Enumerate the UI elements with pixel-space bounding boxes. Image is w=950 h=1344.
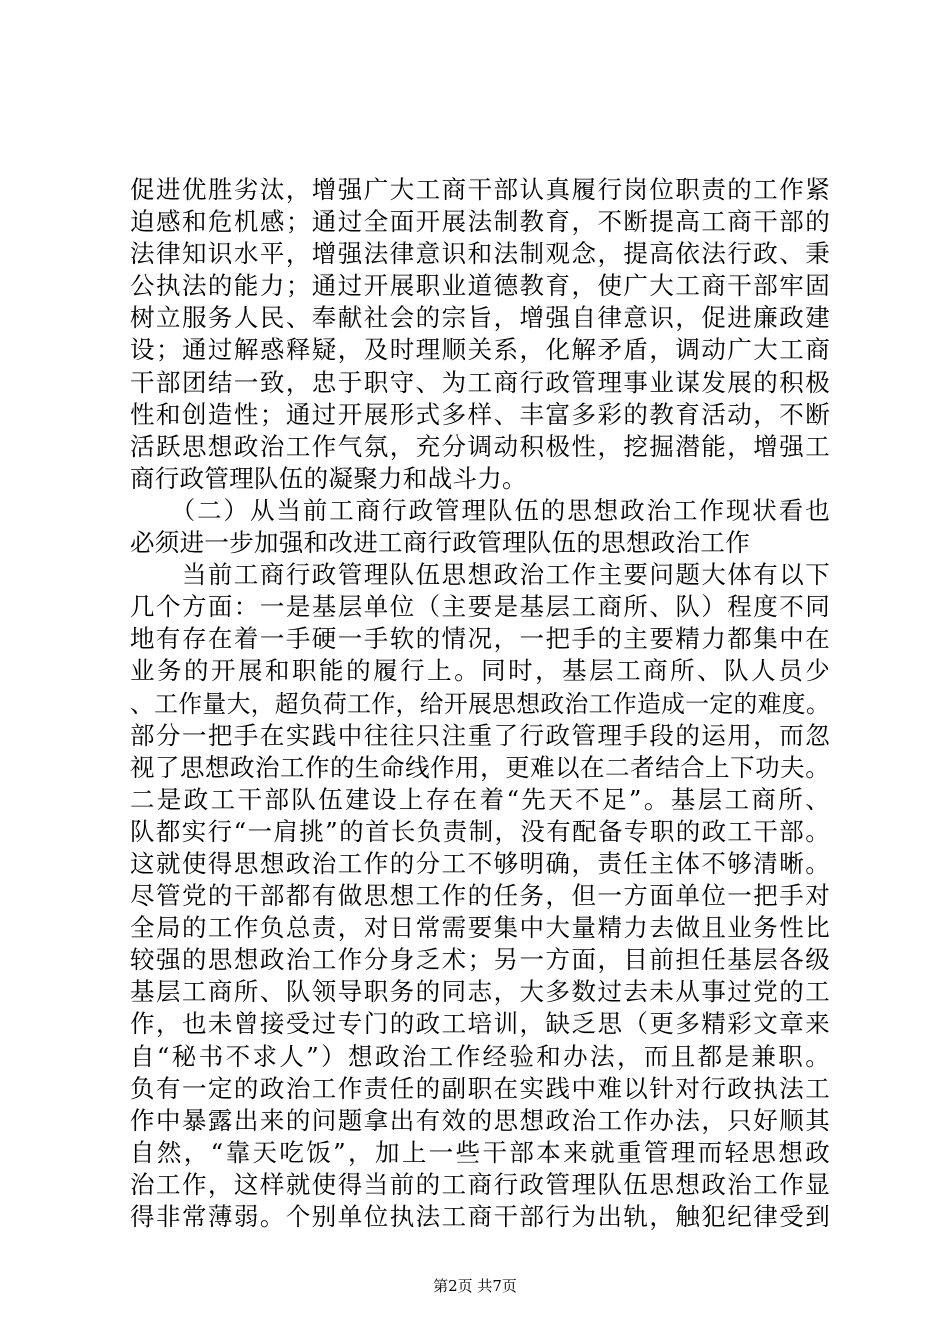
text-line: 业务的开展和职能的履行上。同时，基层工商所、队人员少 — [130, 656, 830, 686]
text-line: 基层工商所、队领导职务的同志，大多数过去未从事过党的工 — [130, 977, 830, 1007]
text-line: 迫感和危机感；通过全面开展法制教育，不断提高工商干部的 — [130, 207, 830, 237]
section-heading-line: 必须进一步加强和改进工商行政管理队伍的思想政治工作 — [130, 528, 750, 558]
text-line: 几个方面：一是基层单位（主要是基层工商所、队）程度不同 — [130, 592, 830, 622]
text-line: 公执法的能力；通过开展职业道德教育，使广大工商干部牢固 — [130, 271, 830, 301]
text-line: 性和创造性；通过开展形式多样、丰富多彩的教育活动，不断 — [130, 399, 830, 429]
body-text — [130, 174, 830, 1233]
text-line: 、工作量大，超负荷工作，给开展思想政治工作造成一定的难度。 — [130, 689, 830, 718]
text-line: 自然，“靠天吃饭”，加上一些干部本来就重管理而轻思想政 — [130, 1137, 830, 1167]
text-line: 当前工商行政管理队伍思想政治工作主要问题大体有以下 — [130, 560, 830, 590]
text-line: 二是政工干部队伍建设上存在着“先天不足”。基层工商所、 — [130, 784, 830, 814]
text-line: 干部团结一致，忠于职守、为工商行政管理事业谋发展的积极 — [130, 367, 830, 397]
text-line: 树立服务人民、奉献社会的宗旨，增强自律意识，促进廉政建 — [130, 303, 830, 333]
text-line: 促进优胜劣汰，增强广大工商干部认真履行岗位职责的工作紧 — [130, 175, 830, 204]
section-heading-line: （二）从当前工商行政管理队伍的思想政治工作现状看也 — [130, 495, 830, 525]
text-line: 作，也未曾接受过专门的政工培训，缺乏思（更多精彩文章来 — [130, 1009, 830, 1039]
text-line: 尽管党的干部都有做思想工作的任务，但一方面单位一把手对 — [130, 881, 830, 911]
text-line: 地有存在着一手硬一手软的情况，一把手的主要精力都集中在 — [130, 624, 830, 654]
text-line: 较强的思想政治工作分身乏术；另一方面，目前担任基层各级 — [130, 945, 830, 975]
text-line: 全局的工作负总责，对日常需要集中大量精力去做且业务性比 — [130, 913, 830, 943]
text-line: 得非常薄弱。个别单位执法工商干部行为出轨，触犯纪律受到 — [130, 1202, 830, 1231]
text-line: 商行政管理队伍的凝聚力和战斗力。 — [130, 463, 527, 493]
page-number-footer: 第2页 共7页 — [433, 1277, 517, 1295]
text-line: 负有一定的政治工作责任的副职在实践中难以针对行政执法工 — [130, 1073, 830, 1103]
text-line: 部分一把手在实践中往往只注重了行政管理手段的运用，而忽 — [130, 720, 830, 750]
text-line: 设；通过解惑释疑，及时理顺关系，化解矛盾，调动广大工商 — [130, 335, 830, 365]
text-line: 法律知识水平，增强法律意识和法制观念，提高依法行政、秉 — [130, 239, 830, 269]
text-line: 视了思想政治工作的生命线作用，更难以在二者结合上下功夫。 — [130, 752, 830, 782]
text-line: 作中暴露出来的问题拿出有效的思想政治工作办法，只好顺其 — [130, 1105, 830, 1135]
text-line: 队都实行“一肩挑”的首长负责制，没有配备专职的政工干部。 — [130, 816, 830, 846]
text-line: 这就使得思想政治工作的分工不够明确，责任主体不够清晰。 — [130, 848, 830, 878]
text-line: 活跃思想政治工作气氛，充分调动积极性，挖掘潜能，增强工 — [130, 431, 830, 461]
text-line: 自“秘书不求人”）想政治工作经验和办法，而且都是兼职。 — [130, 1041, 830, 1071]
text-line: 治工作，这样就使得当前的工商行政管理队伍思想政治工作显 — [130, 1169, 830, 1199]
